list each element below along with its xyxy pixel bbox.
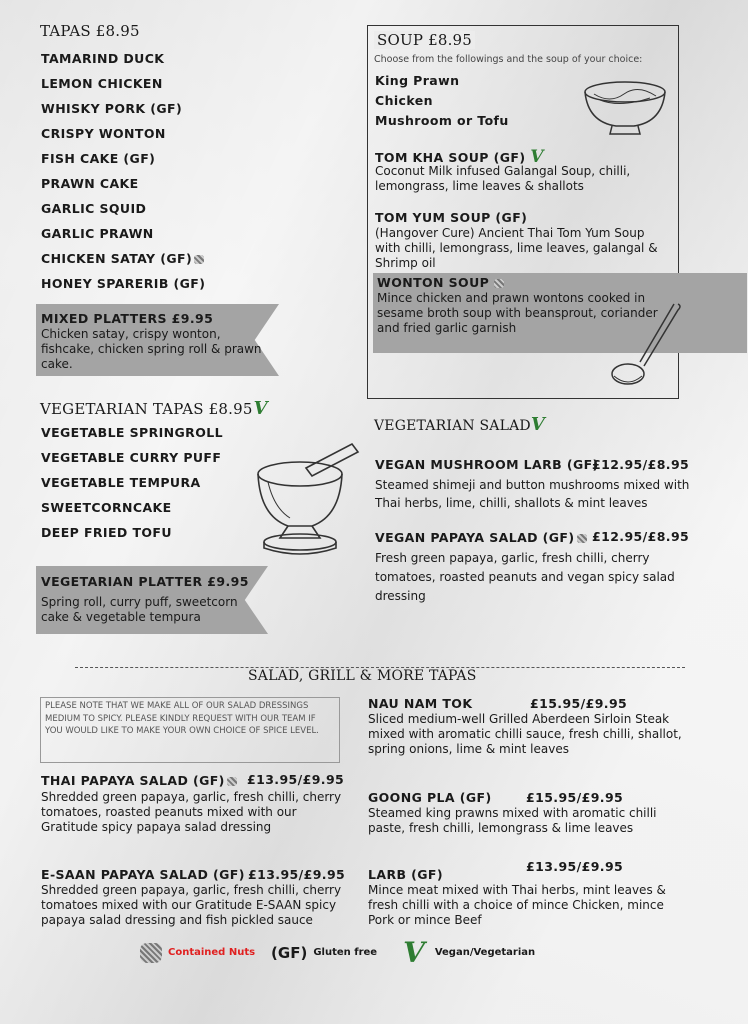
nut-icon (140, 943, 162, 963)
grill-title: SALAD, GRILL & MORE TAPAS (248, 668, 477, 684)
tomyum-desc: (Hangover Cure) Ancient Thai Tom Yum Soup with chilli, lemongrass, lime leaves, galangal & Shrimp oil (375, 226, 658, 270)
veg-salad-title: VEGETARIAN SALADV (374, 414, 546, 435)
nau-nam-tok-desc: Sliced medium-well Grilled Aberdeen Sirloin Steak mixed with aromatic chilli sauce, fresh chilli, shallot, spring onions, lime & mint leaves (368, 712, 682, 756)
list-item: VEGETABLE SPRINGROLL (41, 425, 223, 440)
soup-choices (375, 71, 509, 131)
thai-papaya-desc: Shredded green papaya, garlic, fresh chilli, cherry tomatoes, roasted peanuts mixed with our Gratitude spicy papaya salad dressing (41, 790, 342, 834)
soup-bowl-icon (580, 78, 670, 138)
spice-note: PLEASE NOTE THAT WE MAKE ALL OF OUR SALAD DRESSINGS MEDIUM TO SPICY. PLEASE KINDLY REQUEST WITH OUR TEAM IF YOU WOULD LIKE TO MAKE YOUR OWN CHOICE OF SPICE LEVEL. (40, 697, 340, 763)
esaan-papaya-price: £13.95/£9.95 (248, 867, 346, 882)
veg-platter-desc: Spring roll, curry puff, sweetcorn cake & vegetable tempura (41, 595, 238, 624)
thai-papaya-price: £13.95/£9.95 (247, 772, 345, 787)
esaan-papaya-title: E-SAAN PAPAYA SALAD (GF) (41, 867, 245, 882)
mortar-pestle-icon (248, 438, 363, 558)
mixed-platter-desc: Chicken satay, crispy wonton, fishcake, chicken spring roll & prawn cake. (41, 327, 262, 371)
tapas-title: TAPAS £8.95 (40, 22, 140, 40)
tapas-list (41, 51, 271, 301)
wonton-title: WONTON SOUP (377, 275, 504, 290)
soup-title: SOUP £8.95 (374, 31, 475, 49)
esaan-papaya-desc: Shredded green papaya, garlic, fresh chilli, cherry tomatoes mixed with our Gratitude E-SAAN spicy papaya salad dressing and fish pickled sauce (41, 883, 342, 927)
vegan-icon: V (530, 414, 546, 435)
soup-subtitle: Choose from the followings and the soup of your choice: (374, 54, 643, 65)
vegan-icon: V (253, 398, 268, 419)
list-item: GARLIC SQUID (41, 201, 147, 216)
veg-larb-desc: Steamed shimeji and button mushrooms mixed with Thai herbs, lime, chilli, shallots & mint leaves (375, 478, 690, 510)
nau-nam-tok-price: £15.95/£9.95 (530, 696, 628, 711)
list-item: WHISKY PORK (GF) (41, 101, 183, 116)
goong-pla-desc: Steamed king prawns mixed with aromatic chilli paste, fresh chilli, lemongrass & lime leaves (368, 806, 657, 835)
list-item: VEGETABLE CURRY PUFF (41, 450, 222, 465)
veg-larb-title: VEGAN MUSHROOM LARB (GF) (375, 457, 599, 472)
vegan-icon: V (403, 936, 425, 969)
tomkha-desc: Coconut Milk infused Galangal Soup, chilli, lemongrass, lime leaves & shallots (375, 164, 631, 193)
legend-gf: Gluten free (313, 947, 378, 958)
list-item: FISH CAKE (GF) (41, 151, 156, 166)
larb-price: £13.95/£9.95 (526, 859, 624, 874)
ladle-icon (606, 300, 686, 392)
veg-tapas-list (41, 425, 261, 550)
nut-icon (494, 279, 504, 288)
mixed-platter-title: MIXED PLATTERS £9.95 (41, 311, 214, 326)
list-item: Chicken (375, 93, 433, 108)
list-item: GARLIC PRAWN (41, 226, 154, 241)
tomyum-title: TOM YUM SOUP (GF) (375, 210, 528, 225)
nut-icon (577, 534, 587, 543)
nau-nam-tok-title: NAU NAM TOK (368, 696, 473, 711)
goong-pla-price: £15.95/£9.95 (526, 790, 624, 805)
list-item: CHICKEN SATAY (GF) (41, 251, 271, 276)
nut-icon (227, 777, 237, 786)
veg-papaya-title: VEGAN PAPAYA SALAD (GF) (375, 530, 587, 545)
veg-platter-title: VEGETARIAN PLATTER £9.95 (41, 574, 249, 589)
legend-vegan: Vegan/Vegetarian (434, 947, 536, 958)
larb-desc: Mince meat mixed with Thai herbs, mint leaves & fresh chilli with a choice of mince Chicken, mince Pork or mince Beef (368, 883, 666, 927)
goong-pla-title: GOONG PLA (GF) (368, 790, 492, 805)
veg-papaya-price: £12.95/£8.95 (592, 529, 690, 544)
thai-papaya-title: THAI PAPAYA SALAD (GF) (41, 773, 237, 788)
list-item: TAMARIND DUCK (41, 51, 165, 66)
veg-tapas-title: VEGETARIAN TAPAS £8.95V (40, 398, 268, 419)
list-item: CRISPY WONTON (41, 126, 166, 141)
nut-icon (194, 255, 204, 264)
larb-title: LARB (GF) (368, 867, 443, 882)
list-item: Mushroom or Tofu (375, 113, 509, 128)
veg-larb-price: £12.95/£8.95 (592, 457, 690, 472)
legend (140, 936, 535, 969)
list-item: SWEETCORNCAKE (41, 500, 172, 515)
tomkha-title: TOM KHA SOUP (GF) V (375, 147, 544, 167)
list-item: King Prawn (375, 73, 460, 88)
list-item: HONEY SPARERIB (GF) (41, 276, 206, 291)
list-item: DEEP FRIED TOFU (41, 525, 172, 540)
list-item: VEGETABLE TEMPURA (41, 475, 201, 490)
legend-nuts: Contained Nuts (168, 947, 256, 958)
list-item: LEMON CHICKEN (41, 76, 163, 91)
wonton-desc: Mince chicken and prawn wontons cooked in sesame broth soup with beansprout, coriander and fried garlic garnish (377, 291, 658, 335)
list-item: PRAWN CAKE (41, 176, 139, 191)
legend-gf-symbol: (GF) (271, 943, 308, 962)
veg-papaya-desc: Fresh green papaya, garlic, fresh chilli, cherry tomatoes, roasted peanuts and vegan spicy salad dressing (375, 551, 675, 603)
vegan-icon: V (530, 147, 544, 167)
